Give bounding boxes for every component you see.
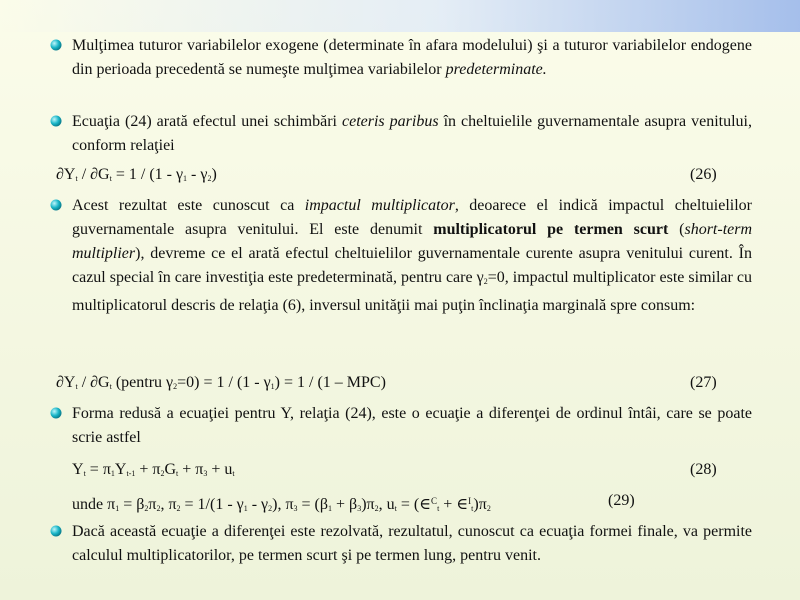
equation-27: $\partial Y_t / \partial G_t$ (pentru $\gamma_2=0) = 1 / (1 - \gamma_1) = 1 / (1 - MPC)$ [56,374,386,391]
b1-line1: Mulţimea tuturor variabilelor exogene (determinate în afara modelului) şi a tuturor [72,37,608,54]
eq27-part: ) = 1 / (1 – MPC) [274,374,386,391]
b2-post: în cheltuielile guvernamentale asupra venitului, conform relaţiei [72,113,752,154]
bullet-paragraph-2 [72,110,752,158]
equation-29: unde $\pi_1 = \beta_2\pi_2$, $\pi_2 = 1/(1 - \gamma_1 - \gamma_2)$, $\pi_3 = (\beta_1 + \beta_3)\pi_2$, $u_t$ = (∈$^C_t$ + $\in^I_t)\pi_2$ [72,496,491,513]
b3-t5: =0, impactul multiplicator este similar cu multiplicatorul descris de relaţia (6), inversul unităţii mai puţin înclinaţia marginală spre consum: [72,269,752,314]
eq28-part: Y [72,461,84,478]
b2-pre: Ecuaţia (24) arată efectul unei schimbări [72,113,342,130]
equation-27-number: (27) [690,374,717,391]
eq26-part: ∂Y [56,166,76,183]
equation-28: $Y_t = \pi_1Y_{t-1} + \pi_2G_t + \pi_3 + u_t$ [72,461,235,478]
b1-line2: variabilelor endogene din perioada precedentă se numeşte mulţimea variabilelor [72,37,753,78]
eq28-part: + π [135,461,161,478]
b3-b1: multiplicatorul pe termen scurt [433,221,669,238]
bullet-paragraph-5 [72,520,752,568]
b4-text: Forma redusă a ecuaţiei pentru Y, relaţia (24), este o ecuaţie a diferenţei de ordinul întâi, care se poate scrie astfel [72,405,752,446]
bullet-paragraph-1 [72,34,752,82]
eq26-part: / ∂G [77,166,110,183]
eq26-part: ) [211,166,217,183]
bullet-paragraph-3: Acest rezultat este cunoscut ca impactul multiplicator, deoarece el indică impactul cheltuielilor guvernamentale asupra venitului. El este denumit multiplicatorul pe termen scurt (short-term multiplier), devreme ce el arată efectul cheltuielilor guvernamentale curente asupra venitului curent. În cazul special în care investiţia este predeterminată, pentru care $\gamma_2=0$, impactul multiplicator este similar cu multiplicatorul descris de relaţia (6), inversul unităţii mai puţin înclinaţia marginală spre consum: [72,194,752,318]
eq26-part: - γ [187,166,208,183]
eq28-part: = π [85,461,111,478]
b3-t2: , deoarece el indică impactul cheltuielilor guvernamentale asupra venitului. El este denumit [72,197,752,238]
eq27-part: =0) = 1 / (1 - γ [177,374,271,391]
equation-28-number: (28) [690,461,717,478]
teal-sphere-bullet-icon [50,39,62,51]
eq27-part: (pentru γ [111,374,174,391]
eq26-part: = 1 / (1 - γ [111,166,184,183]
b5-text: Dacă această ecuaţie a diferenţei este rezolvată, rezultatul, cunoscut ca ecuaţia formei finale, va permite calculul multiplicatorilor, pe termen scurt şi pe termen lung, pentru venit. [72,523,752,564]
b2-italic: ceteris paribus [341,113,439,130]
teal-sphere-bullet-icon [50,115,62,127]
eq28-part: Y [114,461,127,478]
equation-26-number: (26) [690,166,717,183]
b3-t4: ), devreme ce el arată efectul cheltuielilor guvernamentale curente asupra venitului curent. În cazul special în care investiţia este predeterminată, pentru care γ [72,245,752,286]
eq27-part: / ∂G [77,374,110,391]
eq28-part: G [164,461,177,478]
teal-sphere-bullet-icon [50,199,62,211]
b3-t3: ( [668,221,685,238]
teal-sphere-bullet-icon [50,407,62,419]
b3-i1: impactul multiplicator [304,197,455,214]
teal-sphere-bullet-icon [50,525,62,537]
eq29-lead: unde π [72,496,116,513]
b1-line3: predeterminate. [445,61,547,78]
equation-26: $\partial Y_t / \partial G_t = 1 / (1 - \gamma_1 - \gamma_2)$ [56,166,217,183]
eq27-part: ∂Y [56,374,76,391]
eq28-part: + u [207,461,233,478]
eq28-part: + π [178,461,204,478]
b3-i2: short-term multiplier [72,221,753,262]
b3-t1: Acest rezultat este cunoscut ca [72,197,305,214]
bullet-paragraph-4 [72,402,752,450]
equation-29-number: (29) [608,492,635,509]
